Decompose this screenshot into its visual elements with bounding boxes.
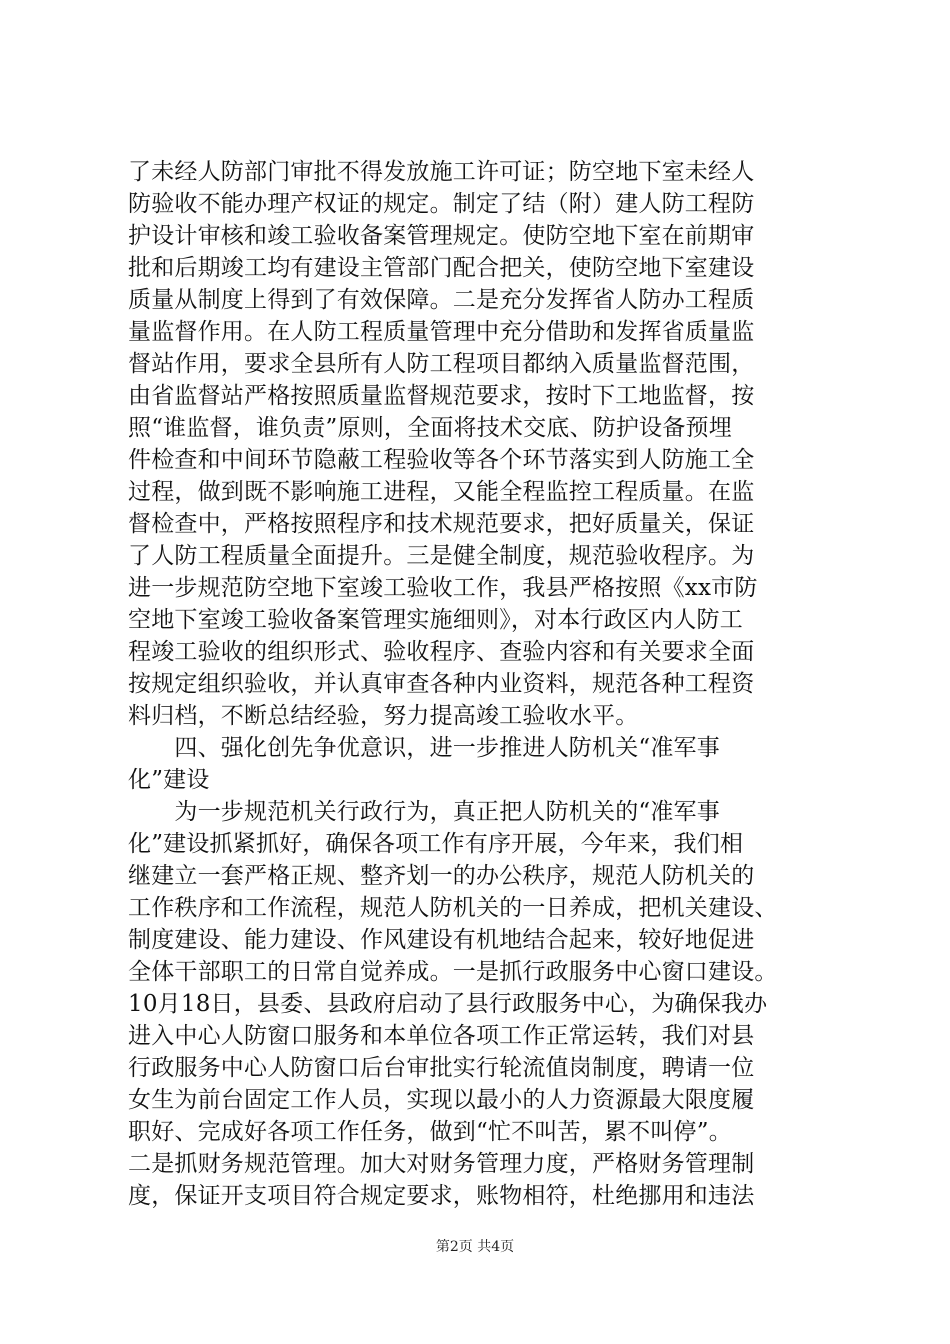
text-line: 程竣工验收的组织形式、验收程序、查验内容和有关要求全面 [128,639,755,665]
text-line: 批和后期竣工均有建设主管部门配合把关，使防空地下室建设 [128,255,755,281]
section-heading-line: 化”建设 [128,767,210,793]
text-line: 化”建设抓紧抓好，确保各项工作有序开展，今年来，我们相 [128,831,744,857]
text-line: 度，保证开支项目符合规定要求，账物相符，杜绝挪用和违法 [128,1183,755,1209]
page-number-footer: 第2页 共4页 [435,1239,515,1255]
text-line: 照“谁监督，谁负责”原则，全面将技术交底、防护设备预埋 [128,415,732,441]
text-line: 10月18日，县委、县政府启动了县行政服务中心，为确保我办 [128,991,768,1017]
text-line: 二是抓财务规范管理。加大对财务管理力度，严格财务管理制 [128,1151,755,1177]
text-line: 质量从制度上得到了有效保障。二是充分发挥省人防办工程质 [128,287,755,313]
text-line: 按规定组织验收，并认真审查各种内业资料，规范各种工程资 [128,671,755,697]
text-line: 职好、完成好各项工作任务，做到“忙不叫苦，累不叫停”。 [128,1119,732,1145]
text-line: 由省监督站严格按照质量监督规范要求，按时下工地监督，按 [128,383,755,409]
text-line: 全体干部职工的日常自觉养成。一是抓行政服务中心窗口建设。 [128,959,778,985]
text-line: 为一步规范机关行政行为，真正把人防机关的“准军事 [128,799,720,825]
text-line: 空地下室竣工验收备案管理实施细则》，对本行政区内人防工 [128,607,743,633]
text-line: 了未经人防部门审批不得发放施工许可证；防空地下室未经人 [128,159,755,185]
text-line: 行政服务中心人防窗口后台审批实行轮流值岗制度，聘请一位 [128,1055,755,1081]
text-line: 件检查和中间环节隐蔽工程验收等各个环节落实到人防施工全 [128,447,755,473]
text-line: 了人防工程质量全面提升。三是健全制度，规范验收程序。为 [128,543,755,569]
text-line: 制度建设、能力建设、作风建设有机地结合起来，较好地促进 [128,927,755,953]
text-line: 工作秩序和工作流程，规范人防机关的一日养成，把机关建设、 [128,895,778,921]
text-line: 量监督作用。在人防工程质量管理中充分借助和发挥省质量监 [128,319,755,345]
text-line: 继建立一套严格正规、整齐划一的办公秩序，规范人防机关的 [128,863,755,889]
text-line: 料归档，不断总结经验，努力提高竣工验收水平。 [128,703,639,729]
document-body [128,156,828,1212]
text-line: 防验收不能办理产权证的规定。制定了结（附）建人防工程防 [128,191,755,217]
text-line: 过程，做到既不影响施工进程，又能全程监控工程质量。在监 [128,479,755,505]
section-heading-line: 四、强化创先争优意识，进一步推进人防机关“准军事 [128,735,720,761]
text-line: 进入中心人防窗口服务和本单位各项工作正常运转，我们对县 [128,1023,755,1049]
text-line: 女生为前台固定工作人员，实现以最小的人力资源最大限度履 [128,1087,755,1113]
text-line: 督站作用，要求全县所有人防工程项目都纳入质量监督范围， [128,351,755,377]
text-line: 护设计审核和竣工验收备案管理规定。使防空地下室在前期审 [128,223,755,249]
text-line: 督检查中，严格按照程序和技术规范要求，把好质量关，保证 [128,511,755,537]
text-line: 进一步规范防空地下室竣工验收工作，我县严格按照《xx市防 [128,575,758,601]
